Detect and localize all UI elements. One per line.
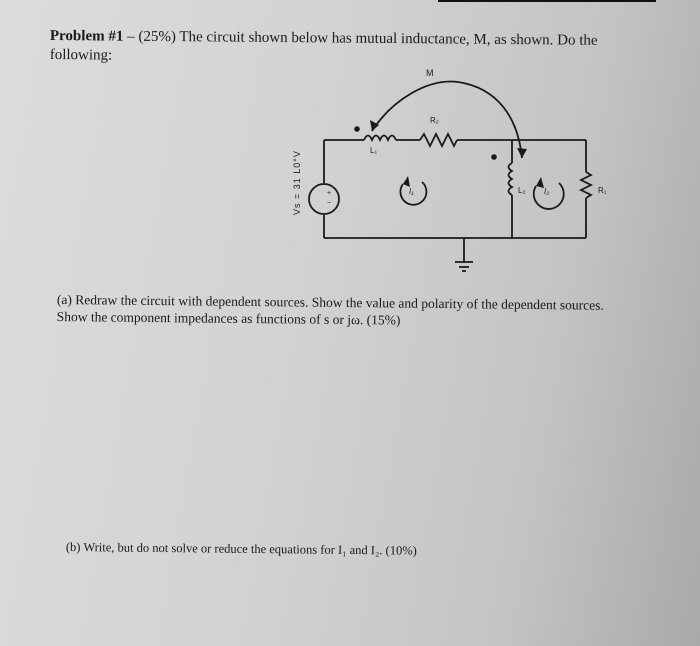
problem-text: – (25%) The circuit shown below has mutual inductance, M, as shown. Do the following: [49, 28, 598, 64]
problem-heading: Problem #1 [49, 27, 124, 45]
mutual-arrowhead-right [517, 148, 527, 158]
label-l2: L₂ [518, 186, 526, 195]
mutual-inductance-arrow [372, 82, 522, 158]
resistor-r1 [581, 172, 591, 198]
dot-l2 [491, 154, 497, 160]
label-i2: I₂ [544, 187, 550, 196]
source-label: Vs = 31 L0°V [292, 150, 302, 215]
part-a-question: (a) Redraw the circuit with dependent sources. Show the value and polarity of the dependent sources. Show the component impedances as functions of s or jω. (15%) [56, 291, 604, 328]
mesh-arrowhead-i1 [403, 176, 410, 187]
dot-l1 [354, 126, 360, 132]
voltage-source [309, 184, 339, 214]
source-plus: + [327, 190, 332, 197]
resistor-r2 [420, 134, 457, 146]
label-m: M [426, 68, 434, 78]
label-l1: L₁ [370, 146, 378, 155]
label-i1: I₁ [409, 187, 414, 196]
part-b-question: (b) Write, but do not solve or reduce the equations for I₁ and I₂. (10%) [65, 539, 417, 558]
inductor-l1 [364, 136, 396, 141]
label-r2: R₂ [430, 116, 439, 125]
label-r1: R₁ [598, 186, 607, 195]
inductor-l2 [509, 163, 513, 195]
mesh-arrowhead-i2 [536, 177, 544, 188]
source-minus: − [327, 200, 332, 207]
